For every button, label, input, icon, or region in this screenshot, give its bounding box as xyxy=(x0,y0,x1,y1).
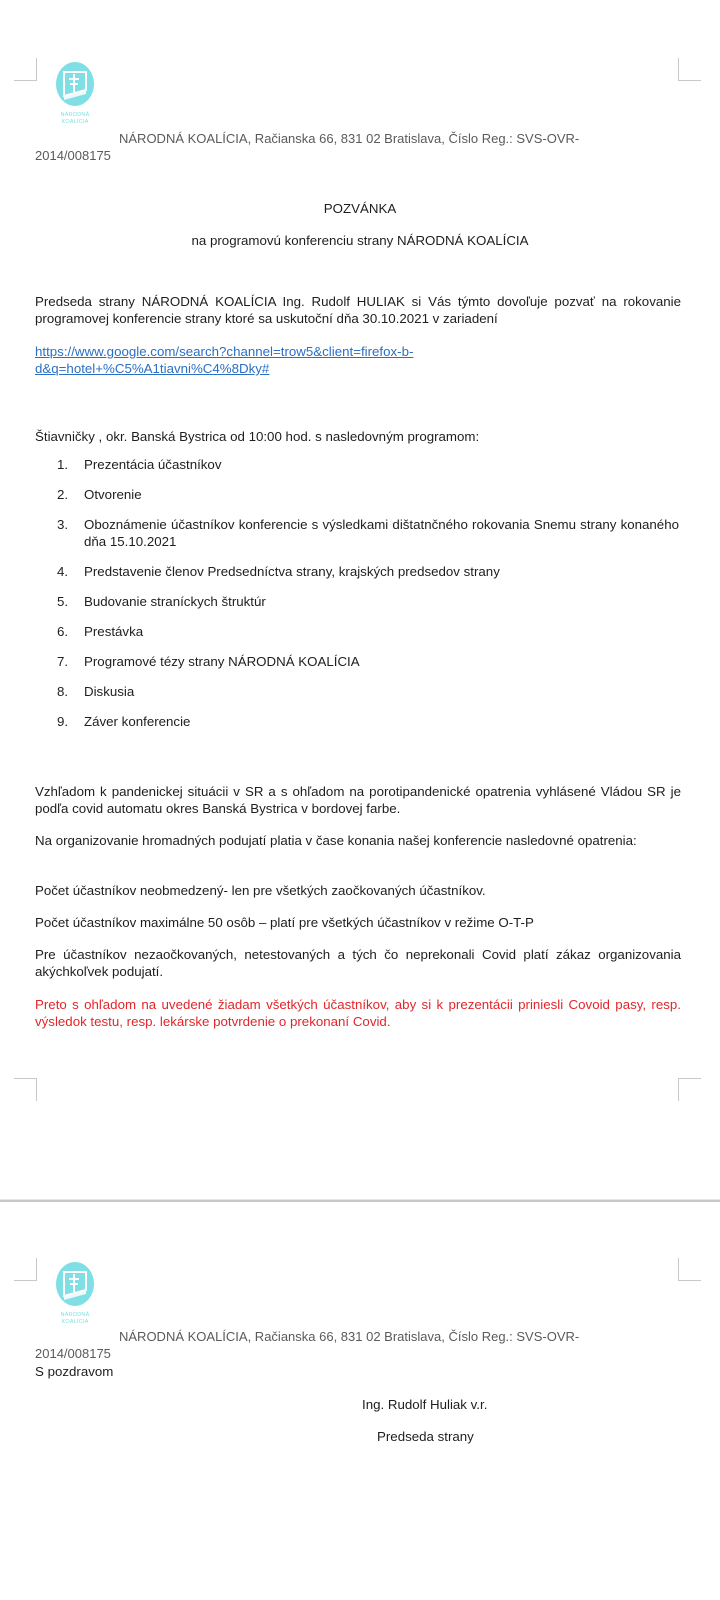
agenda-item xyxy=(57,713,679,730)
letterhead-address xyxy=(35,130,675,164)
agenda-item xyxy=(57,456,679,473)
agenda-text: Záver konferencie xyxy=(84,714,191,729)
agenda-item xyxy=(57,563,679,580)
agenda-number: 7. xyxy=(57,654,69,669)
party-logo xyxy=(52,1260,98,1326)
party-logo xyxy=(52,60,98,126)
pandemic-paragraph: Vzhľadom k pandenickej situácii v SR a s ohľadom na porotipandenické opatrenia vyhlásené Vládou SR je podľa covid automatu okres Banská Bystrica v bordovej farbe. xyxy=(35,784,681,816)
venue-link-line1[interactable]: https://www.google.com/search?channel=trow5&client=firefox-b- xyxy=(35,344,414,359)
agenda-item xyxy=(57,486,679,503)
address-line-1: NÁRODNÁ KOALÍCIA, Račianska 66, 831 02 Bratislava, Číslo Reg.: SVS-OVR- xyxy=(119,1329,580,1344)
signature-role: Predseda strany xyxy=(377,1429,474,1444)
intro-paragraph: Predseda strany NÁRODNÁ KOALÍCIA Ing. Rudolf HULIAK si Vás týmto dovoľuje pozvať na rokovanie programovej konferencie strany ktoré sa uskutoční dňa 30.10.2021 v zariadení xyxy=(35,294,681,326)
agenda-number: 3. xyxy=(57,517,69,532)
agenda-number: 1. xyxy=(57,457,69,472)
logo-text-line1: NÁRODNÁ xyxy=(60,112,90,118)
agenda-item xyxy=(57,683,679,700)
covid-pass-warning: Preto s ohľadom na uvedené žiadam všetkých účastníkov, aby si k prezentácii priniesli Covoid pasy, resp. výsledok testu, resp. lekárske potvrdenie o prekonaní Covid. xyxy=(35,997,681,1029)
agenda-list xyxy=(57,456,679,730)
vaccinated-rule: Počet účastníkov neobmedzený- len pre všetkých zaočkovaných účastníkov. xyxy=(35,883,486,898)
address-line-2: 2014/008175 xyxy=(35,1346,111,1361)
page-corner-mark xyxy=(678,1078,701,1101)
logo-text xyxy=(52,1312,98,1326)
agenda-number: 5. xyxy=(57,594,69,609)
agenda-number: 6. xyxy=(57,624,69,639)
agenda-text: Otvorenie xyxy=(84,487,142,502)
agenda-text: Prezentácia účastníkov xyxy=(84,457,222,472)
address-line-2: 2014/008175 xyxy=(35,148,111,163)
page-corner-mark xyxy=(678,1258,701,1281)
agenda-item xyxy=(57,623,679,640)
unvaccinated-rule: Pre účastníkov nezaočkovaných, netestovaných a tých čo neprekonali Covid platí zákaz organizovania akýchkoľvek podujatí. xyxy=(35,947,681,979)
agenda-text: Predstavenie členov Predsedníctva strany, krajských predsedov strany xyxy=(84,564,500,579)
location-line: Štiavničky , okr. Banská Bystrica od 10:00 hod. s nasledovným programom: xyxy=(35,429,480,444)
agenda-item xyxy=(57,653,679,670)
logo-text xyxy=(52,112,98,126)
page-corner-mark xyxy=(14,58,37,81)
address-line-1: NÁRODNÁ KOALÍCIA, Račianska 66, 831 02 Bratislava, Číslo Reg.: SVS-OVR- xyxy=(119,131,580,146)
agenda-text: Budovanie straníckych štruktúr xyxy=(84,594,266,609)
document-page-2 xyxy=(0,1202,720,1600)
agenda-number: 9. xyxy=(57,714,69,729)
logo-text-line2: KOALÍCIA xyxy=(61,119,89,125)
agenda-text: Diskusia xyxy=(84,684,135,699)
agenda-number: 4. xyxy=(57,564,69,579)
agenda-text: Oboznámenie účastníkov konferencie s výsledkami dištatnčného rokovania Snemu strany konaného dňa 15.10.2021 xyxy=(84,517,679,549)
logo-text-line2: KOALÍCIA xyxy=(61,1319,89,1325)
agenda-number: 8. xyxy=(57,684,69,699)
signature-name: Ing. Rudolf Huliak v.r. xyxy=(362,1397,488,1412)
document-title: POZVÁNKA xyxy=(323,201,397,216)
agenda-text: Programové tézy strany NÁRODNÁ KOALÍCIA xyxy=(84,654,360,669)
measures-paragraph: Na organizovanie hromadných podujatí platia v čase konania našej konferencie nasledovné opatrenia: xyxy=(35,833,637,848)
agenda-text: Prestávka xyxy=(84,624,144,639)
venue-link-line2[interactable]: d&q=hotel+%C5%A1tiavni%C4%8Dky# xyxy=(35,361,270,376)
document-subtitle: na programovú konferenciu strany NÁRODNÁ KOALÍCIA xyxy=(191,233,529,248)
agenda-item xyxy=(57,593,679,610)
logo-text-line1: NÁRODNÁ xyxy=(60,1312,90,1318)
logo-emblem-icon xyxy=(52,1260,98,1308)
agenda-number: 2. xyxy=(57,487,69,502)
closing-greeting: S pozdravom xyxy=(35,1364,114,1379)
letterhead-address xyxy=(35,1328,675,1362)
agenda-item xyxy=(57,516,679,550)
page-corner-mark xyxy=(14,1258,37,1281)
logo-emblem-icon xyxy=(52,60,98,108)
venue-link[interactable] xyxy=(35,343,681,377)
page-corner-mark xyxy=(678,58,701,81)
page-corner-mark xyxy=(14,1078,37,1101)
otp-rule: Počet účastníkov maximálne 50 osôb – platí pre všetkých účastníkov v režime O-T-P xyxy=(35,915,534,930)
